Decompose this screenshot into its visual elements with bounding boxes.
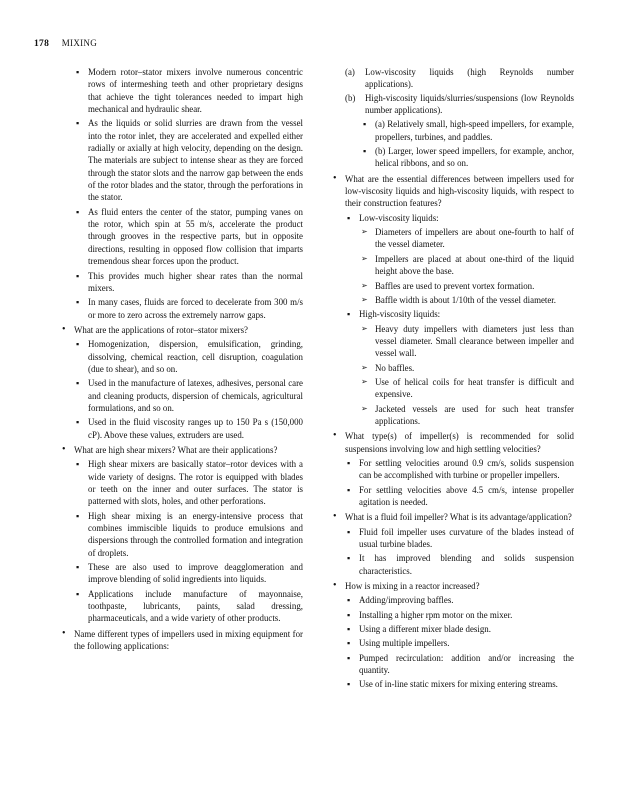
answer-item: ▪ High shear mixers are basically stator–rotor devices with a wide variety of designs. The rotor is equipped with blades or teeth on the inner and outer surfaces. The stator is patterned with slots, holes, and other perforations.	[74, 458, 303, 507]
detail-item: ➢ Heavy duty impellers with diameters just less than vessel diameter. Small clearance between impeller and vessel wall.	[361, 323, 574, 360]
detail-item: ➢ Baffle width is about 1/10th of the vessel diameter.	[361, 294, 574, 306]
question-item	[333, 511, 574, 523]
application-item	[345, 66, 574, 91]
question-text: How is mixing in a reactor increased?	[345, 581, 480, 592]
answer-item: ▪ Use of in-line static mixers for mixing entering streams.	[345, 678, 574, 690]
question-text: What are high shear mixers? What are their applications?	[74, 444, 278, 455]
list-item: ▪ As fluid enters the center of the stator, pumping vanes on the rotor, which spin at 55 m/s, accelerate the product through grooves in the respective parts, but in opposite directions, resulting in opposed flow collision that imparts tremendous shear forces upon the product.	[74, 206, 303, 268]
running-title: MIXING	[61, 38, 98, 48]
subheading-high-viscosity: ▪ High-viscosity liquids:	[345, 308, 574, 320]
answer-item: ▪ Applications include manufacture of mayonnaise, toothpaste, lubricants, paints, salad dressing, pharmaceuticals, and a wide variety of other products.	[74, 588, 303, 625]
question-item	[333, 430, 574, 455]
answer-item: ▪ Using multiple impellers.	[345, 637, 574, 649]
answer-item: ▪ (b) Larger, lower speed impellers, for example, anchor, helical ribbons, and so on.	[361, 145, 574, 170]
answer-item: ▪ It has improved blending and solids suspension characteristics.	[345, 552, 574, 577]
page-number: 178	[34, 39, 50, 49]
item-tag: (b)	[345, 92, 356, 103]
detail-item: ➢ Baffles are used to prevent vortex formation.	[361, 280, 574, 292]
question-text: What are the essential differences between impellers used for low-viscosity liquids and high-viscosity liquids, with respect to their construction features?	[345, 173, 574, 209]
detail-item: ➢ Diameters of impellers are about one-fourth to half of the vessel diameter.	[361, 226, 574, 251]
item-text: Low-viscosity liquids (high Reynolds number applications).	[365, 67, 574, 90]
question-text: What type(s) of impeller(s) is recommended for solid suspensions involving low and high settling velocities?	[345, 431, 574, 454]
answer-item: ▪ Pumped recirculation: addition and/or increasing the quantity.	[345, 652, 574, 677]
answer-item: ▪ (a) Relatively small, high-speed impellers, for example, propellers, turbines, and paddles.	[361, 118, 574, 143]
question-item	[62, 628, 303, 653]
question-item	[333, 580, 574, 592]
answer-item: ▪ For settling velocities around 0.9 cm/s, solids suspension can be accomplished with turbine or propeller impellers.	[345, 457, 574, 482]
answer-item: ▪ Used in the manufacture of latexes, adhesives, personal care and cleaning products, dispersion of chemicals, agricultural formulations, and so on.	[74, 377, 303, 414]
answer-item: ▪ Adding/improving baffles.	[345, 594, 574, 606]
list-item: ▪ Modern rotor–stator mixers involve numerous concentric rows of intermeshing teeth and other proprietary designs that achieve the tight tolerances needed to impart high mechanical and hydraulic shear.	[74, 66, 303, 115]
detail-item: ➢ Jacketed vessels are used for such heat transfer applications.	[361, 403, 574, 428]
answer-item: ▪ High shear mixing is an energy-intensive process that combines immiscible liquids to produce emulsions and dispersions through the controlled formation and integration of droplets.	[74, 510, 303, 559]
detail-item: ➢ Impellers are placed at about one-third of the liquid height above the base.	[361, 253, 574, 278]
answer-item: ▪ Fluid foil impeller uses curvature of the blades instead of usual turbine blades.	[345, 526, 574, 551]
answer-item: ▪ For settling velocities above 4.5 cm/s, intense propeller agitation is needed.	[345, 484, 574, 509]
right-column	[333, 66, 574, 691]
detail-item: ➢ No baffles.	[361, 362, 574, 374]
left-column	[62, 66, 303, 652]
question-text: Name different types of impellers used in mixing equipment for the following applications:	[74, 628, 303, 652]
list-item: ▪ As the liquids or solid slurries are drawn from the vessel into the rotor inlet, they are accelerated and expelled either radially or axially at high velocity, depending on the design. The materials are subject to intense shear as they are forced through the stator slots and the narrow gap between the ends of the rotor blades and the stator, through the perforations in the stator.	[74, 117, 303, 203]
detail-item: ➢ Use of helical coils for heat transfer is difficult and expensive.	[361, 376, 574, 401]
question-item	[62, 444, 303, 456]
page-header	[34, 38, 97, 49]
item-text: High-viscosity liquids/slurries/suspensions (low Reynolds number applications).	[365, 92, 574, 116]
item-tag: (a)	[345, 67, 355, 77]
subheading-low-viscosity: ▪ Low-viscosity liquids:	[345, 212, 574, 224]
answer-item: ▪ Installing a higher rpm motor on the mixer.	[345, 609, 574, 621]
list-item: ▪ This provides much higher shear rates than the normal mixers.	[74, 270, 303, 295]
question-item	[62, 324, 303, 336]
list-item: ▪ In many cases, fluids are forced to decelerate from 300 m/s or more to zero across the extremely narrow gaps.	[74, 296, 303, 321]
answer-item: ▪ Homogenization, dispersion, emulsification, grinding, dissolving, chemical reaction, cell disruption, coagulation (due to shear), and so on.	[74, 338, 303, 375]
answer-item: ▪ Used in the fluid viscosity ranges up to 150 Pa s (150,000 cP). Above these values, extruders are used.	[74, 416, 303, 441]
answer-item: ▪ Using a different mixer blade design.	[345, 623, 574, 635]
question-item	[333, 173, 574, 210]
question-text: What is a fluid foil impeller? What is its advantage/application?	[345, 512, 572, 523]
application-item	[345, 92, 574, 117]
answer-item: ▪ These are also used to improve deagglomeration and improve blending of solid ingredients into liquids.	[74, 561, 303, 586]
question-text: What are the applications of rotor–stator mixers?	[74, 324, 248, 335]
